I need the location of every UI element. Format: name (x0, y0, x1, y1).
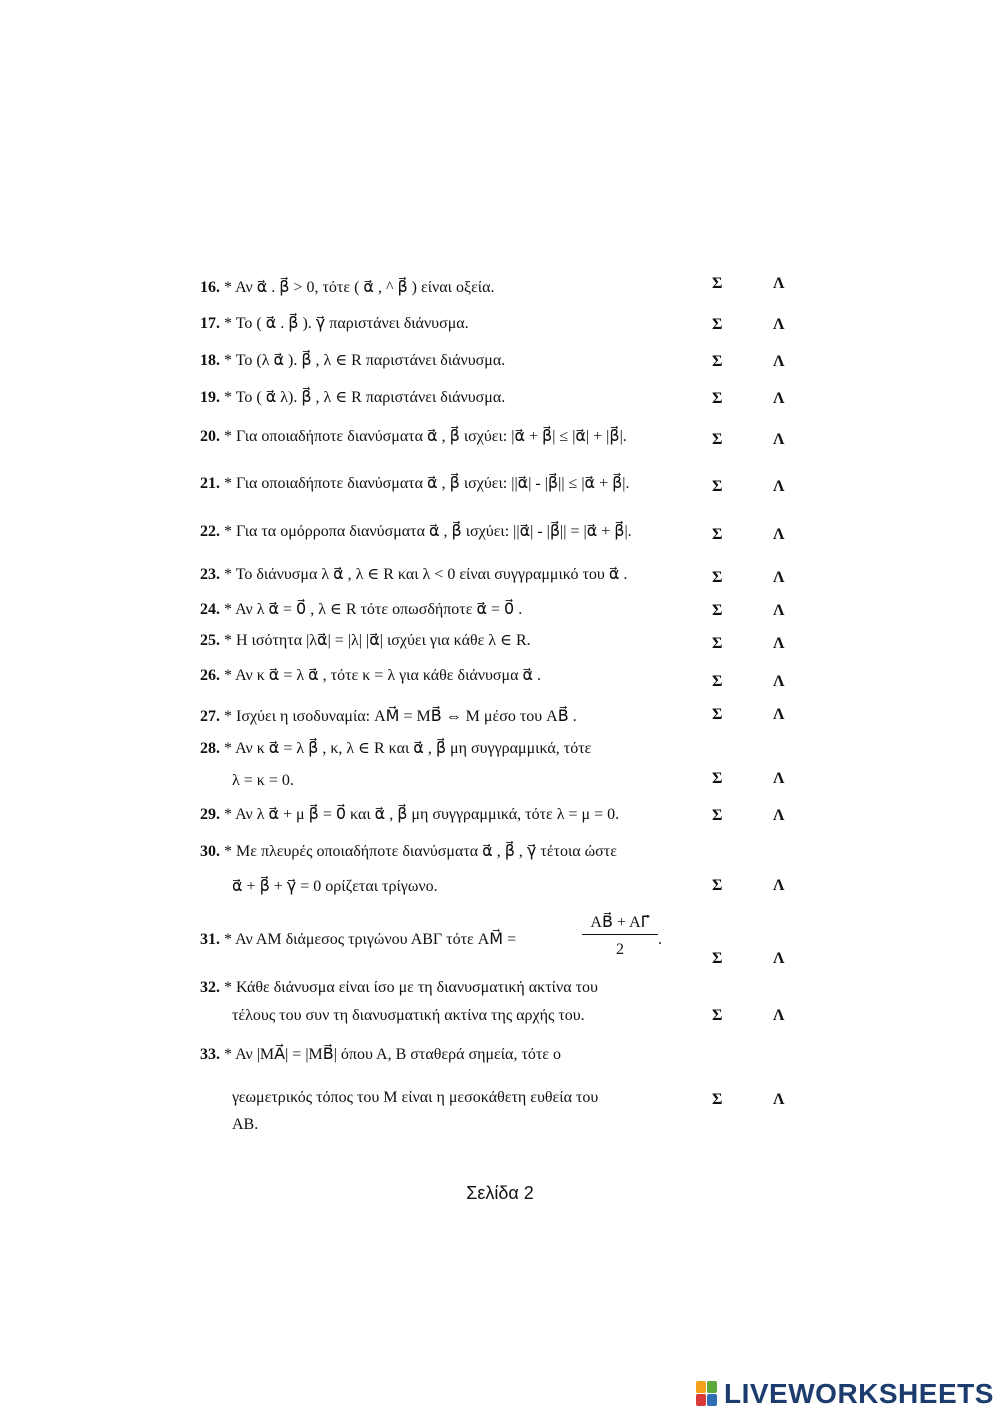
true-option-23[interactable]: Σ (712, 569, 723, 586)
page-number: Σελίδα 2 (466, 1183, 534, 1203)
false-option-33[interactable]: Λ (773, 1091, 785, 1108)
logo-mark-icon (696, 1381, 718, 1407)
fraction (582, 912, 658, 959)
question-number: 16. (200, 279, 220, 296)
question-text: * Αν λ α⃗ + μ β⃗ = 0⃗ και α⃗ , β⃗ μη συγγραμμικά, τότε λ = μ = 0. (224, 806, 620, 823)
question-26 (200, 665, 700, 687)
question-31 (200, 929, 580, 951)
true-option-22[interactable]: Σ (712, 526, 723, 543)
true-option-21[interactable]: Σ (712, 478, 723, 495)
false-option-28[interactable]: Λ (773, 770, 785, 787)
question-number: 19. (200, 389, 220, 406)
question-text: * Αν |MA⃗| = |MB⃗| όπου Α, Β σταθερά σημεία, τότε ο (224, 1046, 562, 1063)
question-33 (200, 1044, 690, 1066)
question-text: * Με πλευρές οποιαδήποτε διανύσματα α⃗ , β⃗ , γ⃗ τέτοια ώστε (224, 843, 617, 860)
question-number: 18. (200, 352, 220, 369)
false-option-16[interactable]: Λ (773, 275, 785, 292)
false-option-29[interactable]: Λ (773, 807, 785, 824)
question-32-continuation: τέλους του συν τη διανυσματική ακτίνα της αρχής του. (232, 1007, 585, 1024)
false-option-18[interactable]: Λ (773, 353, 785, 370)
question-text: * Η ισότητα |λα⃗| = |λ| |α⃗| ισχύει για κάθε λ ∈ R. (224, 632, 531, 649)
true-option-28[interactable]: Σ (712, 770, 723, 787)
fraction-denominator: 2 (616, 941, 624, 958)
question-text: * Το ( α⃗ . β⃗ ). γ⃗ παριστάνει διάνυσμα. (224, 315, 469, 332)
question-33-continuation: γεωμετρικός τόπος του Μ είναι η μεσοκάθετη ευθεία του (232, 1089, 599, 1106)
question-29 (200, 804, 700, 826)
question-number: 20. (200, 428, 220, 445)
true-option-17[interactable]: Σ (712, 316, 723, 333)
liveworksheets-logo (696, 1376, 994, 1412)
question-17 (200, 313, 700, 335)
true-option-19[interactable]: Σ (712, 390, 723, 407)
fraction-numerator: AB⃗ + AΓ⃗ (582, 912, 658, 935)
question-25 (200, 630, 700, 652)
false-option-27[interactable]: Λ (773, 706, 785, 723)
false-option-26[interactable]: Λ (773, 673, 785, 690)
question-24 (200, 599, 700, 621)
question-text: * Για οποιαδήποτε διανύσματα α⃗ , β⃗ ισχύει: |α⃗ + β⃗| ≤ |α⃗| + |β⃗|. (224, 428, 627, 445)
false-option-31[interactable]: Λ (773, 950, 785, 967)
question-text: * Το (λ α⃗ ). β⃗ , λ ∈ R παριστάνει διάνυσμα. (224, 352, 506, 369)
question-number: 29. (200, 806, 220, 823)
true-option-33[interactable]: Σ (712, 1091, 723, 1108)
true-option-18[interactable]: Σ (712, 353, 723, 370)
question-number: 31. (200, 931, 220, 948)
true-option-29[interactable]: Σ (712, 807, 723, 824)
fraction-period: . (658, 931, 662, 948)
question-number: 25. (200, 632, 220, 649)
false-option-32[interactable]: Λ (773, 1007, 785, 1024)
true-option-27[interactable]: Σ (712, 706, 723, 723)
question-23 (200, 564, 700, 586)
question-text: * Αν κ α⃗ = λ α⃗ , τότε κ = λ για κάθε διάνυσμα α⃗ . (224, 667, 542, 684)
true-option-25[interactable]: Σ (712, 635, 723, 652)
question-27 (200, 706, 700, 728)
true-option-20[interactable]: Σ (712, 431, 723, 448)
question-number: 28. (200, 740, 220, 757)
question-number: 23. (200, 566, 220, 583)
question-16 (200, 277, 700, 299)
question-text: * Αν λ α⃗ = 0⃗ , λ ∈ R τότε οπωσδήποτε α⃗ = 0⃗ . (224, 601, 523, 618)
true-option-26[interactable]: Σ (712, 673, 723, 690)
question-number: 26. (200, 667, 220, 684)
question-number: 30. (200, 843, 220, 860)
question-text: * Το ( α⃗ λ). β⃗ , λ ∈ R παριστάνει διάνυσμα. (224, 389, 506, 406)
false-option-17[interactable]: Λ (773, 316, 785, 333)
question-30-continuation: α⃗ + β⃗ + γ⃗ = 0 ορίζεται τρίγωνο. (232, 878, 438, 895)
question-20 (200, 426, 700, 448)
true-option-24[interactable]: Σ (712, 602, 723, 619)
question-text: * Για τα ομόρροπα διανύσματα α⃗ , β⃗ ισχύει: ||α⃗| - |β⃗|| = |α⃗ + β⃗|. (224, 523, 632, 540)
question-number: 21. (200, 475, 220, 492)
false-option-21[interactable]: Λ (773, 478, 785, 495)
question-number: 17. (200, 315, 220, 332)
true-option-31[interactable]: Σ (712, 950, 723, 967)
question-number: 24. (200, 601, 220, 618)
logo-text: LIVEWORKSHEETS (724, 1378, 994, 1409)
false-option-23[interactable]: Λ (773, 569, 785, 586)
question-number: 33. (200, 1046, 220, 1063)
question-28 (200, 738, 690, 760)
true-option-32[interactable]: Σ (712, 1007, 723, 1024)
true-option-30[interactable]: Σ (712, 877, 723, 894)
question-text: * Κάθε διάνυσμα είναι ίσο με τη διανυσματική ακτίνα του (224, 979, 598, 996)
question-text: * Για οποιαδήποτε διανύσματα α⃗ , β⃗ ισχύει: ||α⃗| - |β⃗|| ≤ |α⃗ + β⃗|. (224, 475, 630, 492)
question-text: * Ισχύει η ισοδυναμία: AM⃗ = MB⃗ ⇔ M μέσο του AB⃗ . (224, 708, 577, 725)
question-text: * Το διάνυσμα λ α⃗ , λ ∈ R και λ < 0 είναι συγγραμμικό του α⃗ . (224, 566, 628, 583)
question-28-continuation: λ = κ = 0. (232, 772, 294, 789)
false-option-24[interactable]: Λ (773, 602, 785, 619)
question-22 (200, 521, 700, 543)
false-option-25[interactable]: Λ (773, 635, 785, 652)
question-33-continuation-2: ΑΒ. (232, 1116, 259, 1133)
false-option-20[interactable]: Λ (773, 431, 785, 448)
false-option-19[interactable]: Λ (773, 390, 785, 407)
question-number: 27. (200, 708, 220, 725)
question-text: * Αν α⃗ . β⃗ > 0, τότε ( α⃗ , ^ β⃗ ) είναι οξεία. (224, 279, 495, 296)
question-18 (200, 350, 700, 372)
question-text: * Αν κ α⃗ = λ β⃗ , κ, λ ∈ R και α⃗ , β⃗ μη συγγραμμικά, τότε (224, 740, 592, 757)
false-option-30[interactable]: Λ (773, 877, 785, 894)
question-30 (200, 841, 700, 863)
question-number: 22. (200, 523, 220, 540)
question-32 (200, 977, 690, 999)
question-text: * Αν ΑΜ διάμεσος τριγώνου ΑΒΓ τότε AM⃗ = (224, 931, 517, 948)
question-21 (200, 473, 700, 495)
question-number: 32. (200, 979, 220, 996)
true-option-16[interactable]: Σ (712, 275, 723, 292)
question-19 (200, 387, 700, 409)
false-option-22[interactable]: Λ (773, 526, 785, 543)
